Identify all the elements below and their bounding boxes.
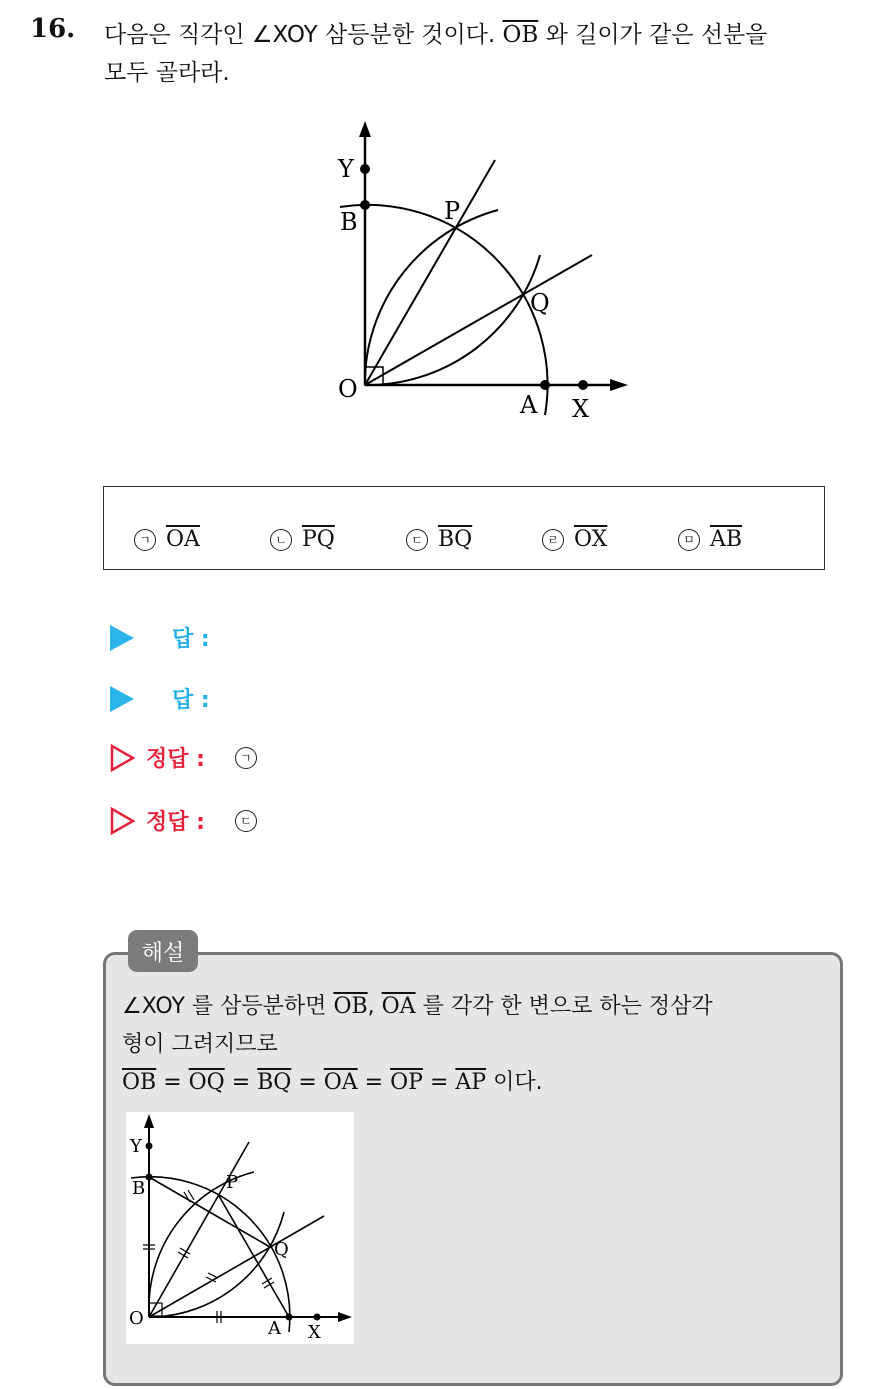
expl-label-A: A [268, 1318, 281, 1339]
correct-row-1 [110, 742, 257, 773]
correct-mark-2: ㄷ [235, 810, 257, 832]
correct-label-2: 정답 : [146, 810, 205, 835]
choice-4[interactable] [542, 527, 607, 552]
answer-label-1: 답 : [172, 627, 210, 652]
choice-4-mark: ㄹ [542, 529, 564, 551]
question-overline-segment: $\overline{OB}$ [502, 22, 539, 48]
question-number: 16. [30, 14, 76, 44]
choice-3-mark: ㄷ [406, 529, 428, 551]
choice-5[interactable] [678, 527, 742, 552]
label-A: A [520, 391, 538, 419]
outline-triangle-icon [110, 807, 136, 835]
label-Q: Q [530, 289, 550, 317]
choice-2-mark: ㄴ [270, 529, 292, 551]
choice-1-segment: $\overline{OA}$ [166, 527, 200, 552]
question-text-part2: 와 길이가 같은 선분을 [545, 22, 768, 48]
correct-label-1: 정답 : [146, 747, 205, 772]
eq-seg-5: $\overline{OP}$ [390, 1070, 423, 1095]
expl-label-B: B [132, 1178, 146, 1199]
eq-seg-4: $\overline{OA}$ [323, 1070, 358, 1095]
question-text-line2: 모두 골라라. [104, 60, 230, 86]
expl-label-X: X [308, 1322, 321, 1343]
choice-4-segment: $\overline{OX}$ [574, 527, 608, 552]
label-X: X [572, 395, 590, 423]
choice-3-segment: $\overline{BQ}$ [438, 527, 473, 552]
choice-box [103, 486, 825, 570]
expl-label-Q: Q [274, 1239, 289, 1260]
expl-label-Y: Y [130, 1136, 142, 1157]
eq-suffix: 이다. [493, 1070, 543, 1095]
question-text [104, 16, 864, 92]
explanation-seg1: $\overline{OB}$ [333, 994, 368, 1019]
trisection-figure [200, 115, 640, 435]
play-icon [110, 625, 134, 651]
expl-label-P: P [226, 1172, 239, 1193]
explanation-tag: 해설 [128, 930, 198, 972]
explanation-text: ∠XOY 를 삼등분하면 $\overline{OB}$, $\overline{OA}$ 를 각각 한 변으로 하는 정삼각 형이 그려지므로 $\overline{OB} = \overline{OQ} = \overline{BQ} = \overline{OA} = \overline{OP} = \overline{AP}$ 이다. [122, 994, 713, 1095]
explanation-figure [126, 1112, 354, 1344]
choice-1-mark: ㄱ [134, 529, 156, 551]
choice-2-segment: $\overline{PQ}$ [302, 527, 335, 552]
expl-label-O: O [129, 1308, 144, 1329]
correct-mark-1: ㄱ [235, 747, 257, 769]
choice-5-segment: $\overline{AB}$ [710, 527, 743, 552]
explanation-seg2: $\overline{OA}$ [381, 994, 416, 1019]
choice-2[interactable] [270, 527, 335, 552]
play-icon [110, 686, 134, 712]
answer-label-2: 답 : [172, 688, 210, 713]
explanation-line2: 형이 그려지므로 [122, 1032, 278, 1057]
label-O: O [338, 375, 358, 403]
choice-3[interactable] [406, 527, 472, 552]
equation: $\overline{OB} = \overline{OQ} = \overline{BQ} = \overline{OA} = \overline{OP} = \overline{AP}$ 이다. [122, 1070, 543, 1095]
explanation-line1-part1: ∠XOY 를 삼등분하면 [122, 994, 327, 1019]
label-Y: Y [338, 155, 354, 183]
eq-seg-1: $\overline{OB}$ [122, 1070, 157, 1095]
question-text-part1: 다음은 직각인 ∠XOY 삼등분한 것이다. [104, 22, 496, 48]
eq-seg-3: $\overline{BQ}$ [257, 1070, 292, 1095]
correct-row-2 [110, 805, 257, 836]
choice-5-mark: ㅁ [678, 529, 700, 551]
eq-seg-6: $\overline{AP}$ [455, 1070, 487, 1095]
label-B: B [340, 208, 358, 236]
explanation-line1-part2: 를 각각 한 변으로 하는 정삼각 [422, 994, 713, 1019]
answer-row-2[interactable] [110, 683, 210, 714]
eq-seg-2: $\overline{OQ}$ [188, 1070, 225, 1095]
choice-1[interactable] [134, 527, 200, 552]
outline-triangle-icon [110, 744, 136, 772]
label-P: P [444, 197, 461, 225]
answer-row-1[interactable] [110, 622, 210, 653]
